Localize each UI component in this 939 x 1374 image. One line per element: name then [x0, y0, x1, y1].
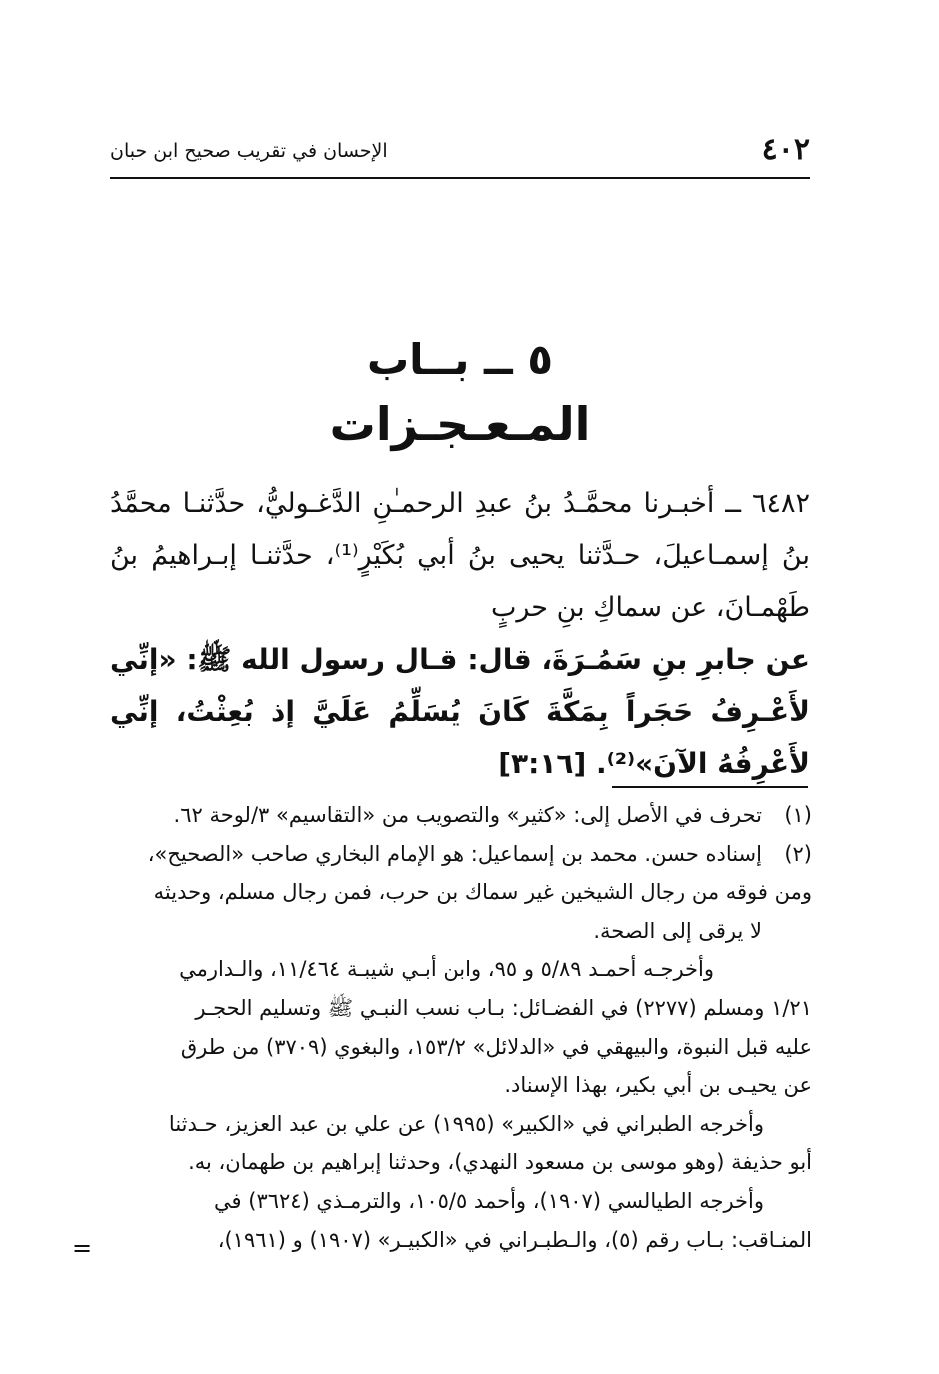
continuation-mark: = [72, 1234, 93, 1262]
footnote-paragraph [70, 835, 812, 951]
footnote-line: المنـاقب: بـاب رقم (٥)، والـطبـراني في «الكبيـر» (١٩٠٧) و (١٩٦١)، [217, 1227, 812, 1252]
footnotes [70, 796, 812, 1259]
footnote-paragraph [70, 1143, 812, 1182]
footnote-line: تحرف في الأصل إلى: «كثير» والتصويب من «التقاسيم» ٣/لوحة ٦٢. [173, 803, 762, 827]
footnote-line: لا يرقى إلى الصحة. [593, 918, 762, 943]
hadith-isnad: ٦٤٨٢ ــ أخبـرنا محمَّـدُ بنُ عبدِ الرحمـٰنِ الدَّغـوليُّ، حدَّثنـا محمَّدُ بنُ إسمـاعيلَ، حـدَّثنا يحيى بنُ أبي بُكَيْرٍ⁽¹⁾، حدَّثنـا إبـراهيمُ بنُ طَهْمـانَ، عن سماكِ بنِ حربٍ [110, 488, 810, 623]
footnote-1 [70, 796, 812, 835]
page-header [110, 130, 810, 170]
chapter-label: ٥ ــ بــاب [366, 335, 554, 384]
footnote-line: أبو حذيفة (وهو موسى بن مسعود النهدي)، وحدثنا إبراهيم بن طهمان، به. [188, 1150, 812, 1175]
header-rule [110, 177, 810, 179]
footnote-line: ومن فوقه من رجال الشيخين غير سماك بن حرب، فمن رجال مسلم، وحديثه [153, 880, 812, 905]
footnote-paragraph [70, 1105, 812, 1144]
footnote-paragraph [70, 989, 812, 1105]
footnote-line: ١/٢١ ومسلم (٢٢٧٧) في الفضـائل: بـاب نسب النبـي ﷺ وتسليم الحجـر [195, 995, 812, 1020]
footnote-line: عن يحيـى بن أبي بكير، بهذا الإسناد. [504, 1073, 812, 1098]
footnote-rule [612, 786, 808, 788]
footnote-line: وأخرجـه أحمـد ٥/٨٩ و ٩٥، وابن أبـي شيبـة ١١/٤٦٤، والـدارمي [179, 957, 714, 982]
footnote-line: وأخرجه الطيالسي (١٩٠٧)، وأحمد ١٠٥/٥، والترمـذي (٣٦٢٤) في [214, 1188, 764, 1213]
footnote-paragraph [70, 950, 762, 989]
footnote-line: عليه قبل النبوة، والبيهقي في «الدلائل» ١٥٣/٢، والبغوي (٣٧٠٩) من طرق [180, 1034, 812, 1059]
hadith-matn: عن جابرِ بنِ سَمُـرَةَ، قال: قـال رسول الله ﷺ: «إنِّي لأَعْـرِفُ حَجَراً بِمَكَّةَ كَانَ يُسَلِّمُ عَلَيَّ إذ بُعِثْتُ، إنِّي لأَعْرِفُهُ الآنَ»⁽²⁾. [٣:١٦] [110, 643, 810, 780]
footnote-number: (١) [784, 803, 812, 827]
footnote-paragraph [70, 1221, 812, 1260]
footnote-line: وأخرجه الطبراني في «الكبير» (١٩٩٥) عن علي بن عبد العزيز، حـدثنا [168, 1111, 764, 1136]
footnote-line: إسناده حسن. محمد بن إسماعيل: هو الإمام البخاري صاحب «الصحيح»، [147, 841, 762, 866]
chapter-title: المـعـجـزات [329, 397, 591, 451]
footnote-paragraph [70, 796, 762, 835]
footnote-2 [70, 835, 812, 1260]
footnote-paragraph [70, 1182, 812, 1221]
footnote-number: (٢) [784, 841, 812, 866]
page-number: ٤٠٢ [761, 132, 810, 167]
running-title: الإحسان في تقريب صحيح ابن حبان [110, 140, 388, 162]
